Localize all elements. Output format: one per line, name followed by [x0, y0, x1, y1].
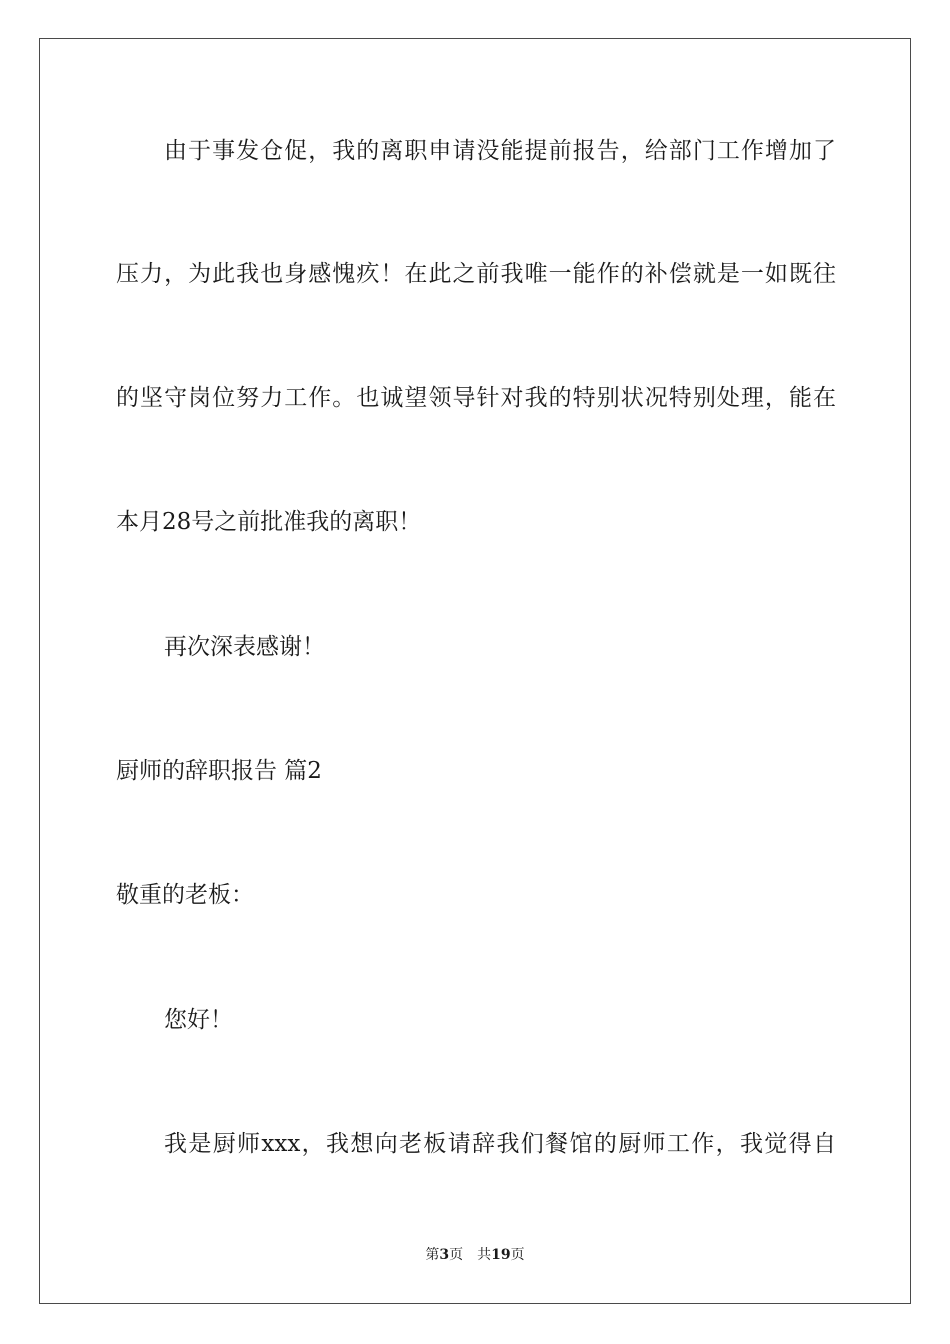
greeting: 您好！	[164, 1007, 233, 1033]
page-border	[39, 38, 911, 1304]
paragraph-line-3: 的坚守岗位努力工作。也诚望领导针对我的特别状况特别处理，能在	[116, 385, 836, 411]
closing-thanks: 再次深表感谢！	[164, 634, 325, 660]
page-total: 共19页	[477, 1247, 525, 1263]
page-number: 第3页	[425, 1247, 464, 1263]
paragraph-line-1: 由于事发仓促，我的离职申请没能提前报告，给部门工作增加了	[164, 138, 836, 164]
page-footer	[0, 1244, 950, 1264]
paragraph-line-2: 压力，为此我也身感愧疚！在此之前我唯一能作的补偿就是一如既往	[116, 261, 836, 287]
section-heading: 厨师的辞职报告 篇2	[116, 758, 322, 784]
paragraph-line-5: 我是厨师xxx，我想向老板请辞我们餐馆的厨师工作，我觉得自	[164, 1131, 836, 1157]
paragraph-line-4: 本月28号之前批准我的离职！	[116, 509, 422, 535]
salutation: 敬重的老板：	[116, 882, 254, 908]
